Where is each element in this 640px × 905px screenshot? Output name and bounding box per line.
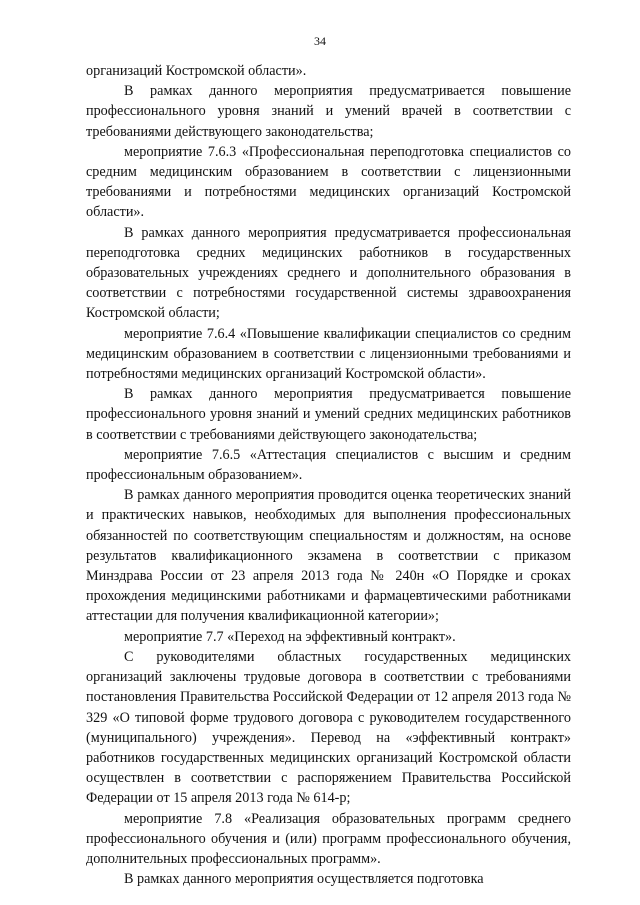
paragraph: В рамках данного мероприятия предусматривается повышение профессионального уровня знаний и умений врачей в соответствии с требованиями действующего законодательства;	[86, 83, 571, 140]
paragraph: мероприятие 7.7 «Переход на эффективный контракт».	[124, 628, 456, 645]
page-number: 34	[314, 34, 326, 48]
paragraph: мероприятие 7.8 «Реализация образовательных программ среднего профессионального обучения и (или) программ профессионального обучения, дополнительных профессиональных программ».	[86, 810, 571, 867]
paragraph: В рамках данного мероприятия предусматривается повышение профессионального уровня знаний и умений средних медицинских работников в соответствии с требованиями действующего законодательства;	[86, 386, 571, 443]
paragraph: мероприятие 7.6.5 «Аттестация специалистов с высшим и средним профессиональным образованием».	[86, 446, 571, 484]
paragraph: В рамках данного мероприятия предусматривается профессиональная переподготовка средних медицинских работников в государственных образовательных учреждениях среднего и дополнительного образования в соответствии с потребностями государственной системы здравоохранения Костромской области;	[86, 224, 571, 322]
paragraph: организаций Костромской области».	[86, 63, 307, 79]
paragraph: В рамках данного мероприятия проводится оценка теоретических знаний и практических навыков, необходимых для выполнения профессиональных обязанностей по соответствующим специальностям и должностям, на основе результатов квалификационного экзамена в соответствии с приказом Минздрава России от 23 апреля 2013 года № 240н «О Порядке и сроках прохождения медицинскими работниками и фармацевтическими работниками аттестации для получения квалификационной категории»;	[86, 487, 571, 625]
paragraph: С руководителями областных государственных медицинских организаций заключены трудовые договора в соответствии с требованиями постановления Правительства Российской Федерации от 12 апреля 2013 года № 329 «О типовой форме трудового договора с руководителем государственного (муниципального) учреждения». Перевод на «эффективный контракт» работников государственных медицинских организаций Костромской области осуществлен в соответствии с распоряжением Правительства Российской Федерации от 15 апреля 2013 года № 614-р;	[86, 648, 571, 807]
document-body	[86, 61, 571, 889]
paragraph: мероприятие 7.6.3 «Профессиональная переподготовка специалистов со средним медицинским образованием в соответствии с лицензионными требованиями и потребностями медицинских организаций Костромской области».	[86, 143, 571, 221]
paragraph: мероприятие 7.6.4 «Повышение квалификации специалистов со средним медицинским образованием в соответствии с лицензионными требованиями и потребностями медицинских организаций Костромской области».	[86, 325, 571, 383]
paragraph: В рамках данного мероприятия осуществляется подготовка	[124, 871, 484, 888]
